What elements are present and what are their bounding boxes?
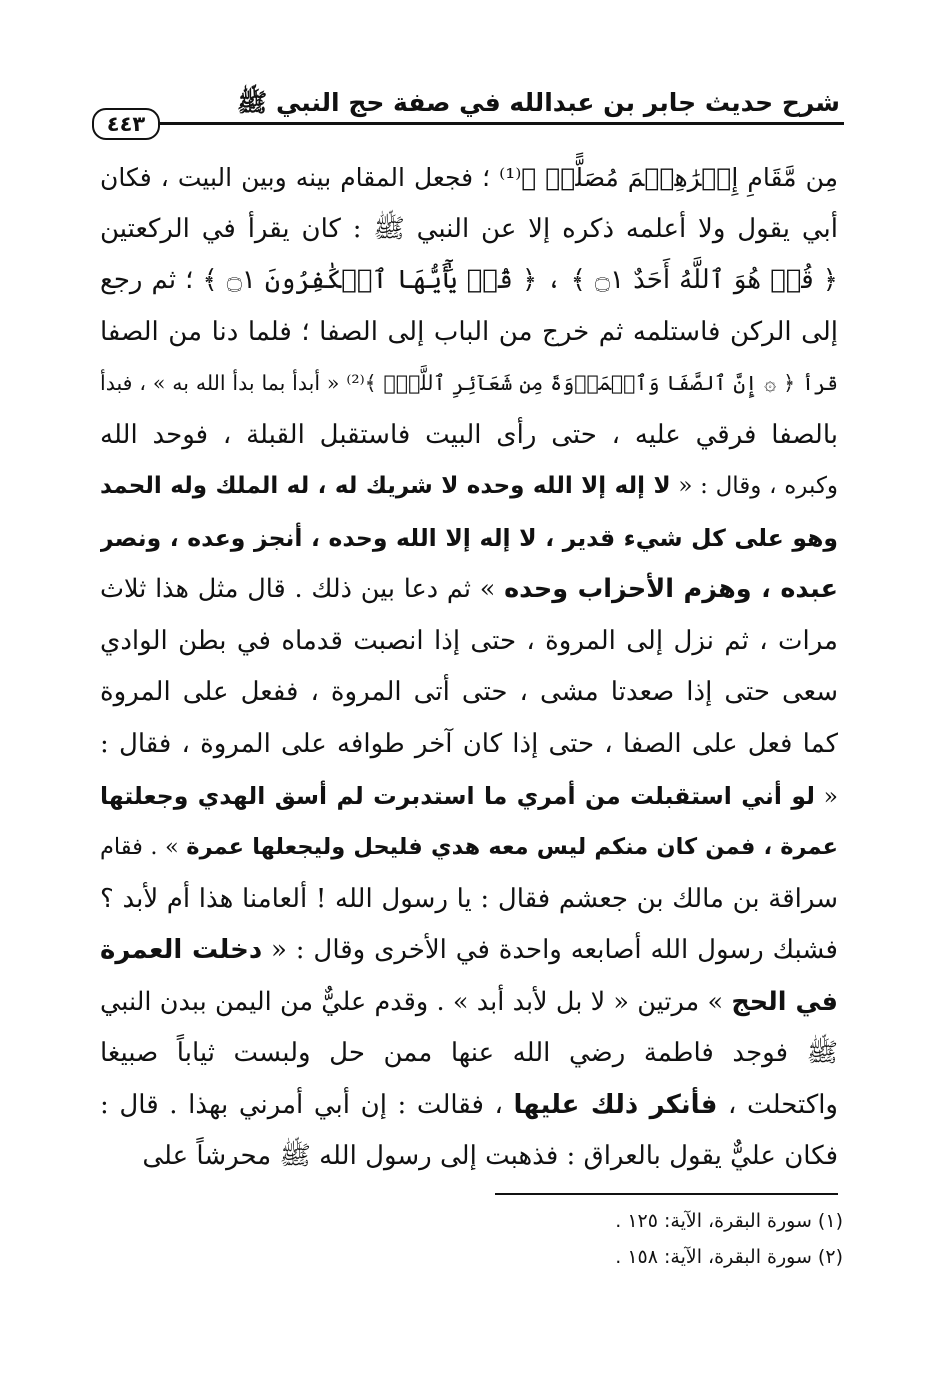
text-line: ﴿ قُلۡ هُوَ ٱللَّهُ أَحَدٌ ۝١ ﴾ ، ﴿ قُلۡ يَٰٓأَيُّهَا ٱلۡكَٰفِرُونَ ۝١ ﴾ ؛ ثم رجع	[100, 265, 838, 296]
emphasized-text: فأنكر ذلك عليها	[513, 1089, 718, 1120]
text-line: فكان عليٌّ يقول بالعراق : فذهبت إلى رسول الله ﷺ محرشاً على	[142, 1141, 838, 1172]
text-line: إلى الركن فاستلمه ثم خرج من الباب إلى الصفا ؛ فلما دنا من الصفا	[100, 316, 838, 347]
footnotes	[443, 1203, 843, 1275]
emphasized-text: في الحج	[731, 986, 838, 1017]
text-line: كما فعل على الصفا ، حتى إذا كان آخر طوافه على المروة ، فقال :	[100, 729, 838, 760]
text-line: سعى حتى إذا صعدتا مشى ، حتى أتى المروة ، ففعل على المروة	[100, 677, 838, 708]
footnote-separator	[495, 1193, 838, 1195]
text-line: مرات ، ثم نزل إلى المروة ، حتى إذا انصبت قدماه في بطن الوادي	[100, 625, 838, 656]
text-line: في الحج » مرتين « لا بل لأبد أبد » . وقدم عليٌّ من اليمن ببدن النبي	[100, 986, 838, 1017]
text-line: وكبره ، وقال : « لا إله إلا الله وحده لا شريك له ، له الملك وله الحمد	[100, 473, 838, 500]
emphasized-text: دخلت العمرة	[100, 935, 263, 966]
emphasized-text: لا إله إلا الله وحده لا شريك له ، له الملك وله الحمد	[100, 473, 671, 500]
text-line: ﷺ فوجد فاطمة رضي الله عنها ممن حل ولبست ثياباً صبيغا	[100, 1038, 838, 1069]
text-line: بالصفا فرقي عليه ، حتى رأى البيت فاستقبل القبلة ، فوحد الله	[100, 419, 838, 450]
text-line: عبده ، وهزم الأحزاب وحده » ثم دعا بين ذلك . قال مثل هذا ثلاث	[100, 574, 838, 605]
emphasized-text: لو أني استقبلت من أمري ما استدبرت لم أسق الهدي وجعلتها	[100, 781, 815, 810]
text-line: أبي يقول ولا أعلمه ذكره إلا عن النبي ﷺ : كان يقرأ في الركعتين	[100, 213, 838, 244]
header-rule	[152, 122, 844, 125]
page-number: ٤٤٣	[92, 108, 160, 140]
text-line	[100, 513, 838, 565]
text-line: فشبك رسول الله أصابعه واحدة في الأخرى وقال : « دخلت العمرة	[100, 935, 838, 966]
text-line: قرأ ﴿ ۞ إِنَّ ٱلصَّفَا وَٱلۡمَرۡوَةَ مِن شَعَآئِرِ ٱللَّهِۖ ﴾⁽²⁾ « أبدأ بما بدأ الله به » ، فبدأ	[100, 371, 838, 396]
text-line: مِن مَّقَامِ إِبۡرَٰهِـۧمَ مُصَلًّىۖ ﴾⁽¹⁾ ؛ فجعل المقام بينه وبين البيت ، فكان	[100, 163, 838, 192]
emphasized-text: وهو على كل شيء قدير ، لا إله إلا الله وحده ، أنجز وعده ، ونصر	[100, 523, 838, 552]
running-title: شرح حديث جابر بن عبدالله في صفة حج النبي ﷺ	[237, 88, 840, 117]
main-text	[100, 152, 838, 1183]
page-header	[92, 84, 844, 144]
text-line: سراقة بن مالك بن جعشم فقال : يا رسول الله ! ألعامنا هذا أم لأبد ؟	[100, 883, 838, 914]
text-line: « لو أني استقبلت من أمري ما استدبرت لم أسق الهدي وجعلتها	[100, 781, 838, 810]
emphasized-text: عمرة ، فمن كان منكم ليس معه هدي فليحل وليجعلها عمرة	[186, 834, 838, 861]
footnote: (٢) سورة البقرة، الآية: ١٥٨ .	[615, 1246, 843, 1268]
text-line: واكتحلت ، فأنكر ذلك عليها ، فقالت : إن أبي أمرني بهذا . قال :	[100, 1089, 838, 1120]
emphasized-text: عبده ، وهزم الأحزاب وحده	[504, 574, 838, 605]
footnote: (١) سورة البقرة، الآية: ١٢٥ .	[615, 1210, 843, 1232]
text-line: عمرة ، فمن كان منكم ليس معه هدي فليحل وليجعلها عمرة » . فقام	[100, 834, 838, 861]
